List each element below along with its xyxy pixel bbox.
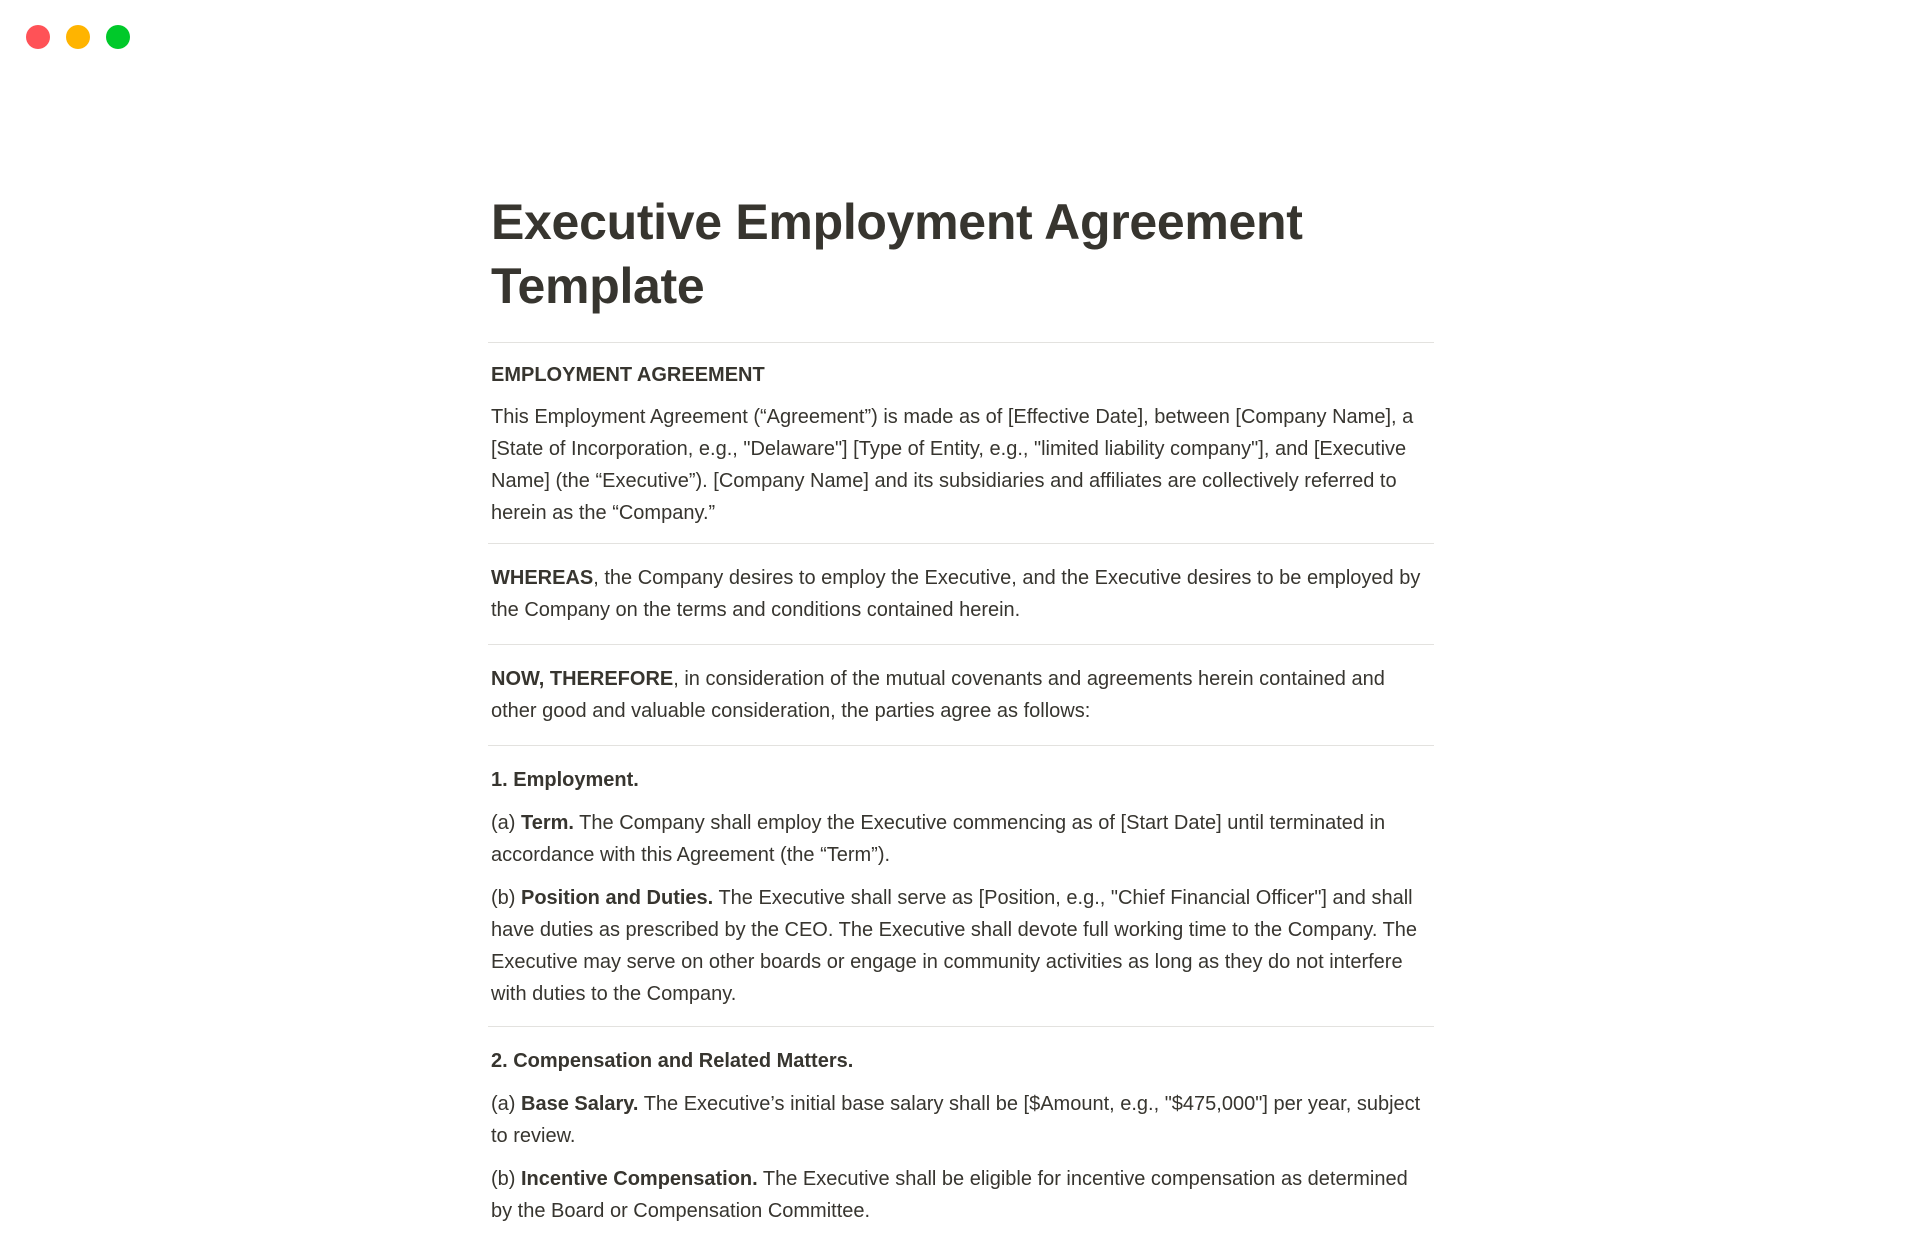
clause-prefix: (b) <box>491 1168 521 1190</box>
minimize-window-button[interactable] <box>66 25 90 49</box>
now-therefore-label: NOW, THEREFORE <box>491 668 674 690</box>
whereas-paragraph <box>491 562 1431 626</box>
clause-title: Incentive Compensation. <box>521 1168 758 1190</box>
clause-text: The Company shall employ the Executive commencing as of [Start Date] until terminated in accordance with this Agreement (the “Term”). <box>491 812 1386 866</box>
clause-term <box>491 807 1431 871</box>
close-window-button[interactable] <box>26 25 50 49</box>
maximize-window-button[interactable] <box>106 25 130 49</box>
clause-incentive <box>491 1163 1431 1227</box>
clause-text: The Executive shall be eligible for incentive compensation as determined by the Board or Compensation Committee. <box>491 1168 1408 1222</box>
clause-prefix: (a) <box>491 1093 521 1115</box>
clause-title: Term. <box>521 812 574 834</box>
clause-prefix: (b) <box>491 887 521 909</box>
intro-paragraph: This Employment Agreement (“Agreement”) is made as of [Effective Date], between [Company Name], a [State of Incorporation, e.g., "Delaware"] [Type of Entity, e.g., "limited liability company"], and [Executive Name] (the “Executive”). [Company Name] and its subsidiaries and affiliates are collectively referred to herein as the “Company.” <box>491 406 1414 524</box>
agreement-heading: EMPLOYMENT AGREEMENT <box>491 364 765 386</box>
whereas-label: WHEREAS <box>491 567 594 589</box>
clause-text: The Executive’s initial base salary shall be [$Amount, e.g., "$475,000"] per year, subject to review. <box>491 1093 1421 1147</box>
clause-prefix: (a) <box>491 812 521 834</box>
now-therefore-text: , in consideration of the mutual covenants and agreements herein contained and other good and valuable consideration, the parties agree as follows: <box>491 668 1385 722</box>
document <box>491 190 1431 1241</box>
clause-text: The Executive shall serve as [Position, e.g., "Chief Financial Officer"] and shall have duties as prescribed by the CEO. The Executive shall devote full working time to the Company. The Executive may serve on other boards or engage in community activities as long as they do not interfere with duties to the Company. <box>491 887 1418 1005</box>
clause-base-salary <box>491 1088 1431 1152</box>
page-title: Executive Employment Agreement Template <box>491 194 1303 314</box>
section-heading: 1. Employment. <box>491 769 639 791</box>
clause-title: Base Salary. <box>521 1093 639 1115</box>
now-therefore-paragraph <box>491 663 1431 727</box>
whereas-text: , the Company desires to employ the Executive, and the Executive desires to be employed by the Company on the terms and conditions contained herein. <box>491 567 1421 621</box>
section-heading: 2. Compensation and Related Matters. <box>491 1050 854 1072</box>
clause-title: Position and Duties. <box>521 887 714 909</box>
clause-position <box>491 882 1431 1010</box>
